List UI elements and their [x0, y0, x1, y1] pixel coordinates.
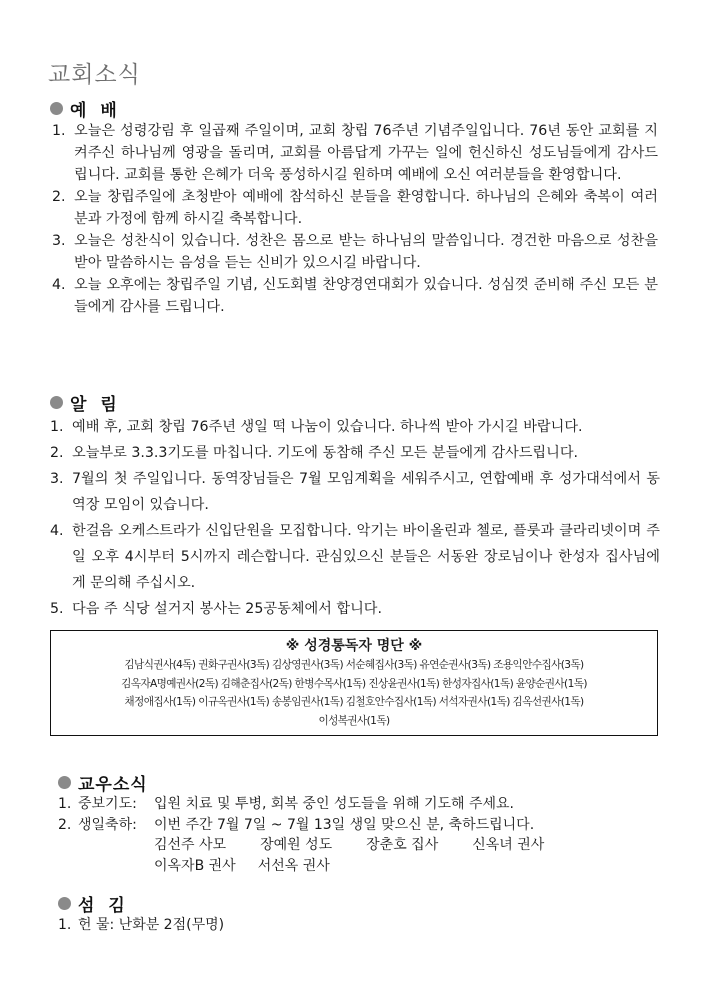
offering-section-header [58, 891, 129, 916]
birthday-name: 서선옥 권사 [257, 857, 330, 874]
birthday-name: 장예원 성도 [260, 837, 333, 853]
prayer-label: 중보기도: [78, 796, 137, 812]
item-number: 3. [50, 471, 64, 487]
item-number: 5. [50, 601, 64, 617]
worship-section-header [50, 96, 121, 121]
item-text: 오늘 오후에는 창립주일 기념, 신도회별 찬양경연대회가 있습니다. 성심껏 준비해 주신 모든 분들에게 감사를 드립니다. [74, 277, 658, 315]
bullet-dot-icon [58, 897, 71, 910]
notices-heading: 알 림 [70, 395, 121, 415]
worship-heading: 예 배 [70, 101, 121, 121]
item-number: 1. [50, 419, 64, 435]
birthday-name: 이옥자B 권사 [154, 857, 236, 874]
bible-readers-title: ※ 성경통독자 명단 ※ [285, 638, 423, 654]
list-item [50, 414, 660, 440]
item-number: 2. [50, 445, 64, 461]
birthday-name: 김선주 사모 [154, 837, 227, 853]
bible-readers-box [50, 630, 658, 736]
prayer-row [58, 794, 578, 815]
notices-list [50, 414, 660, 622]
bible-readers-line: 이성복권사(1독) [318, 714, 390, 727]
list-item [50, 518, 660, 596]
item-text: 한걸음 오케스트라가 신입단원을 모집합니다. 악기는 바이올린과 첼로, 플룻과 클라리넷이며 주일 오후 4시부터 5시까지 레슨합니다. 관심있으신 분들은 서동완 장로님이나 한성자 집사님에게 문의해 주십시오. [72, 523, 660, 591]
item-text: 오늘은 성찬식이 있습니다. 성찬은 몸으로 받는 하나님의 말씀입니다. 경건한 마음으로 성찬을 받아 말씀하시는 음성을 듣는 신비가 있으시길 바랍니다. [74, 233, 658, 271]
list-item [50, 466, 660, 518]
birthday-names-row-1 [58, 835, 578, 856]
bible-readers-line: 채정애집사(1독) 이규옥권사(1독) 송봉임권사(1독) 김철호안수집사(1독) 서석자권사(1독) 김옥선권사(1독) [124, 696, 584, 708]
birthday-label: 생일축하: [78, 816, 137, 833]
item-number: 4. [52, 277, 66, 293]
bible-readers-line: 김옥자A명예권사(2독) 김해춘집사(2독) 한병수목사(1독) 진상윤권사(1독) 한성자집사(1독) 윤양순권사(1독) [121, 677, 587, 690]
list-item [52, 120, 658, 186]
offering-list [58, 915, 224, 935]
list-item [50, 440, 660, 466]
list-item [52, 230, 658, 274]
item-text: 오늘은 성령강림 후 일곱째 주일이며, 교회 창립 76주년 기념주일입니다. 76년 동안 교회를 지켜주신 하나님께 영광을 돌리며, 교회를 아름답게 가꾸는 일에 헌신하신 성도님들에게 감사드립니다. 교회를 통한 은혜가 더욱 풍성하시길 원하며 예배에 오신 여러분들을 환영합니다. [74, 123, 658, 183]
item-number: 1. [58, 796, 72, 812]
item-number: 2. [58, 816, 72, 833]
bullet-dot-icon [50, 396, 63, 409]
bullet-dot-icon [50, 102, 63, 115]
item-text: 오늘부로 3.3.3기도를 마칩니다. 기도에 동참해 주신 모든 분들에게 감사드립니다. [72, 445, 579, 461]
item-number: 1. [58, 917, 72, 933]
list-item [58, 915, 224, 935]
item-number: 1. [52, 123, 66, 139]
member-news-section-header [58, 770, 148, 795]
offering-heading: 섬 김 [78, 896, 129, 916]
bible-readers-line: 김남식권사(4독) 권화구권사(3독) 김상영권사(3독) 서순혜집사(3독) 유연순권사(3독) 조용익안수집사(3독) [124, 659, 584, 671]
member-news-heading: 교우소식 [78, 775, 148, 795]
member-news-list [58, 794, 578, 876]
item-number: 4. [50, 523, 64, 539]
list-item [52, 274, 658, 318]
birthday-names-row-2 [58, 856, 578, 877]
bullet-dot-icon [58, 776, 71, 789]
notices-section-header [50, 390, 121, 415]
item-text: 예배 후, 교회 창립 76주년 생일 떡 나눔이 있습니다. 하나씩 받아 가시길 바랍니다. [72, 419, 583, 435]
item-number: 3. [52, 233, 66, 249]
item-text: 헌 물: 난화분 2점(무명) [78, 917, 225, 933]
page-title: 교회소식 [48, 62, 141, 88]
birthday-name: 신옥녀 권사 [472, 837, 545, 853]
item-text: 다음 주 식당 설거지 봉사는 25공동체에서 합니다. [72, 601, 383, 617]
item-number: 2. [52, 189, 66, 205]
list-item [50, 596, 660, 622]
birthday-row [58, 815, 578, 836]
item-text: 오늘 창립주일에 초청받아 예배에 참석하신 분들을 환영합니다. 하나님의 은혜와 축복이 여러분과 가정에 함께 하시길 축복합니다. [74, 189, 658, 227]
list-item [52, 186, 658, 230]
item-text: 7월의 첫 주일입니다. 동역장님들은 7월 모임계획을 세워주시고, 연합예배 후 성가대석에서 동역장 모임이 있습니다. [72, 471, 660, 513]
prayer-text: 입원 치료 및 투병, 회복 중인 성도들을 위해 기도해 주세요. [154, 796, 515, 812]
worship-list [52, 120, 658, 318]
birthday-text: 이번 주간 7월 7일 ~ 7월 13일 생일 맞으신 분, 축하드립니다. [154, 816, 535, 833]
birthday-name: 장춘호 집사 [366, 837, 439, 853]
